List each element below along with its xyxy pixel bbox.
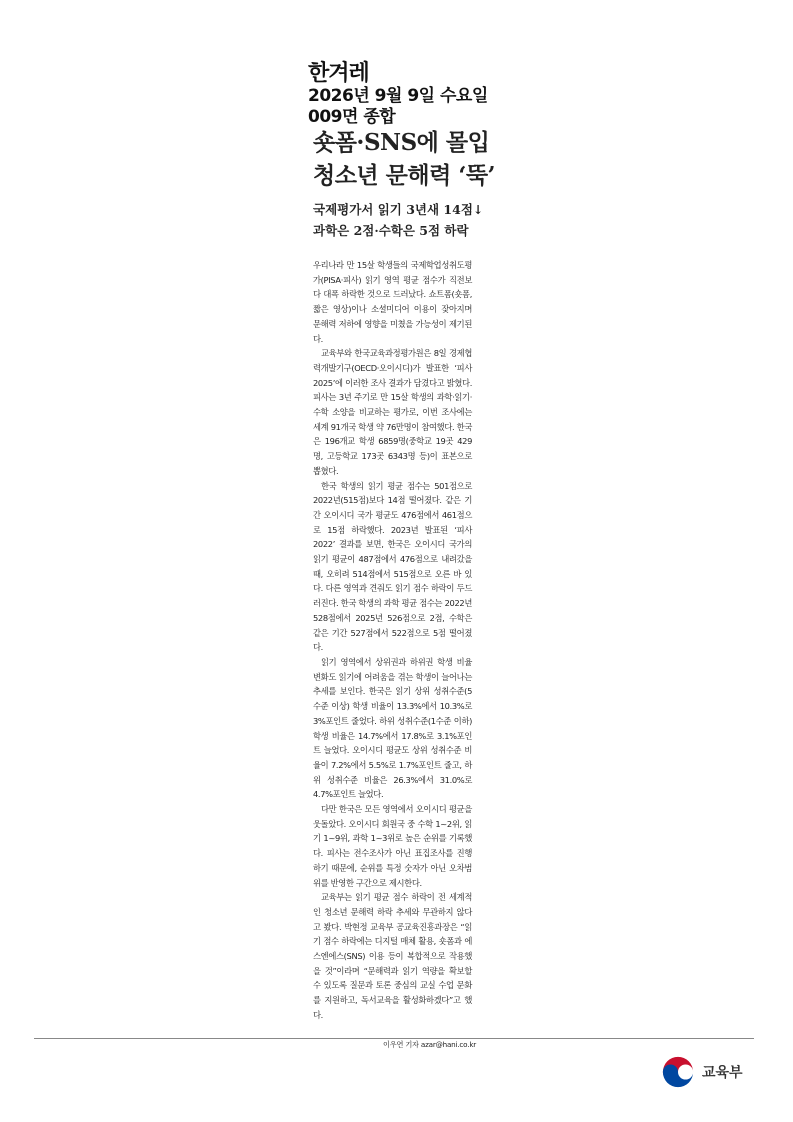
headline-line-1: 숏폼·SNS에 몰입 [313, 129, 490, 156]
article-paragraph: 교육부는 읽기 평균 점수 하락이 전 세계적인 청소년 문해력 하락 추세와 무관하지 않다고 봤다. 박현정 교육부 공교육진흥과장은 “읽기 점수 하락에는 디지털 매체 활용, 숏폼과 에스엔에스(SNS) 이용 등이 복합적으로 작용했을 것”이라며 “문해력과 읽기 역량을 확보할 수 있도록 질문과 토론 중심의 교실 수업 문화를 지원하고, 독서교육을 활성화하겠다”고 했다. [313, 892, 472, 1020]
ministry-logo [660, 1054, 743, 1090]
article-subheadline [313, 199, 483, 241]
masthead [308, 62, 488, 128]
headline-line-2: 청소년 문해력 ‘뚝’ [313, 162, 496, 189]
article-headline [313, 126, 495, 192]
footer-divider [34, 1038, 754, 1039]
article-paragraph: 읽기 영역에서 상위권과 하위권 학생 비율 변화도 읽기에 어려움을 겪는 학생이 늘어나는 추세를 보인다. 한국은 읽기 상위 성취수준(5수준 이상) 학생 비율이 13.3%에서 10.3%로 3%포인트 줄었다. 하위 성취수준(1수준 이하) 학생 비율은 14.7%에서 17.8%로 3.1%포인트 늘었다. 오이시디 평균도 상위 성취수준 비율이 7.2%에서 5.5%로 1.7%포인트 줄고, 하위 성취수준 비율은 26.3%에서 31.0%로 4.7%포인트 늘었다. [313, 656, 472, 800]
article-paragraph: 교육부와 한국교육과정평가원은 8일 경제협력개발기구(OECD·오이시디)가 발표한 ‘피사 2025’에 이러한 조사 결과가 담겼다고 밝혔다. 피사는 3년 주기로 만 15살 학생의 과학·읽기·수학 소양을 비교하는 평가로, 이번 조사에는 세계 91개국 학생 약 76만명이 참여했다. 한국은 196개교 학생 6859명(중학교 19곳 429명, 고등학교 173곳 6343명 등)이 표본으로 뽑혔다. [313, 348, 472, 476]
subhead-line-2: 과학은 2점·수학은 5점 하락 [313, 223, 469, 238]
article-paragraph: 한국 학생의 읽기 평균 점수는 501점으로 2022년(515점)보다 14점 떨어졌다. 같은 기간 오이시디 국가 평균도 476점에서 461점으로 15점 하락했다. 2023년 발표된 ‘피사 2022’ 결과를 보면, 한국은 오이시디 국가의 읽기 평균이 487점에서 476점으로 내려갔을 때, 오히려 514점에서 515점으로 오른 바 있다. 다른 영역과 견줘도 읽기 점수 하락이 두드러진다. 한국 학생의 과학 평균 점수는 2022년 528점에서 2025년 526점으로 2점, 수학은 같은 기간 527점에서 522점으로 5점 떨어졌다. [313, 480, 472, 653]
article-paragraph: 우리나라 만 15살 학생들의 국제학업성취도평가(PISA·피사) 읽기 영역 평균 점수가 직전보다 대폭 하락한 것으로 드러났다. 쇼트폼(숏폼, 짧은 영상)이나 소셜미디어 이용이 잦아지며 문해력 저하에 영향을 미쳤을 가능성이 제기된다. [313, 260, 472, 344]
page-section: 009면 종합 [308, 107, 396, 127]
subhead-line-1: 국제평가서 읽기 3년새 14점↓ [313, 202, 484, 217]
ministry-name: 교육부 [702, 1065, 743, 1081]
byline: 이우연 기자 azar@hani.co.kr [383, 1040, 477, 1049]
taegeuk-emblem-icon [660, 1054, 696, 1090]
newspaper-logo: 한겨레 [308, 61, 369, 86]
article-body [313, 258, 472, 1023]
article-paragraph: 다만 한국은 모든 영역에서 오이시디 평균을 웃돌았다. 오이시디 회원국 중 수학 1~2위, 읽기 1~9위, 과학 1~3위로 높은 순위를 기록했다. 피사는 전수조사가 아닌 표집조사를 진행하기 때문에, 순위를 특정 숫자가 아닌 오차범위를 반영한 구간으로 제시한다. [313, 804, 472, 888]
issue-date: 2026년 9월 9일 수요일 [308, 86, 488, 106]
